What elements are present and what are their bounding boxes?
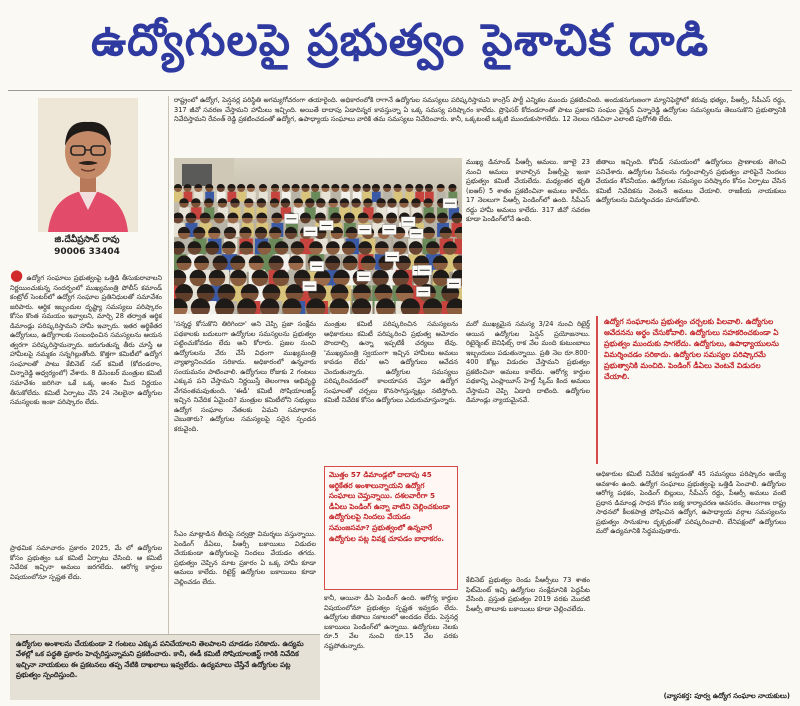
col5-paragraph-1: జీతాలు ఇచ్చింది. కోవిడ్ సమయంలో ఉద్యోగులు ప్రాణాలకు తెగించి పనిచేశారు. ఉద్యోగుల సేవలను గుర్తించాల్సిన ప్రభుత్వం వారిపైనే నిందలు వేయడం శోచనీయం. ఉద్యోగుల సమస్యల పరిష్కారం కోసం ఏర్పాటు చేసిన కమిటీ నివేదికను వెంటనే అమలు చేయాలి. రాజకీయ నాయకులు ఉద్యోగులను విమర్శించడం మానుకోవాలి. [596,158,786,205]
side-highlight-box [596,316,786,464]
column-2 [174,320,316,520]
headline: ఉద్యోగులపై ప్రభుత్వం పైశాచిక దాడి [90,15,710,66]
column-2-lower [174,530,316,630]
author-phone: 90006 33404 [54,247,120,257]
col1-paragraph-2: ప్రాథమిక సమాచారం ప్రకారం 2025, మే లో ఉద్యోగుల కోసం ప్రభుత్వం ఒక కమిటీ ఏర్పాటు చేసింది. ఆ కమిటీ నివేదిక ఇచ్చినా అమలు జరగలేదు. ఆరోగ్య కార్డుల విషయంలోనూ స్పష్టత లేదు. [10,544,162,581]
col5-paragraph-2: అధికారుల కమిటీ నివేదిక ఇవ్వడంతో 45 సమస్యలు పరిష్కారం అయ్యే అవకాశం ఉంది. ఉద్యోగ సంఘాలు ప్రభుత్వంపై ఒత్తిడి పెంచాలి. ఉద్యోగుల ఆరోగ్య పథకం, పెండింగ్ బిల్లులు, సీపీఎస్ రద్దు, పీఆర్సీ అమలు వంటి ప్రధాన డిమాండ్ల సాధన కోసం ఐక్య కార్యాచరణ అవసరం. తెలంగాణ రాష్ట్ర సాధనలో కీలకపాత్ర పోషించిన ఉద్యోగ, ఉపాధ్యాయ వర్గాల సమస్యలను ప్రభుత్వం సానుకూల దృక్పథంతో పరిష్కరించాలి. లేనిపక్షంలో ఉద్యోగులు మరో ఉద్యమానికి సిద్ధమవుతారు. [596,470,786,536]
quote-box [10,634,320,700]
author-signoff: (వ్యాసకర్త: పూర్వ ఉద్యోగ సంఘాల నాయకులు) [663,692,790,700]
col1-paragraph-1: ఉద్యోగ సంఘాలు ప్రభుత్వంపై ఒత్తిడి తీసుకురావాలని నిర్ణయించుకున్న సందర్భంలో ముఖ్యమంత్రి పోలీస్ కమాండ్ కంట్రోల్ సెంటర్‌లో ఉద్యోగ సంఘాల ప్రతినిధులతో సమావేశం జరిపారు. ఆర్థిక ఇబ్బందుల దృష్ట్యా సమస్యలు పరిష్కారం కోసం కొంత సమయం ఇవ్వాలని, మార్చి 28 తర్వాత ఆర్థిక డిమాండ్లు పరిష్కరిస్తామని హామీ ఇచ్చారు. ఇతర ఆర్థికేతర ఉద్యోగులు, ఉద్యోగాలకు సంబంధించిన సమస్యలను ఆయన త్వరగా పరిష్కరిస్తామన్నారు. జరుగుతున్న తీరు చూస్తే ఆ హామీలపై నమ్మకం సన్నగిల్లుతోంది. కొత్తగా కమిటీలో ఉద్యోగ సంఘాలతో పాటు కేబినెట్ సబ్ కమిటీ (కోదండరాం, చిన్నారెడ్డి ఆధ్వర్యంలో) వేశారు. 8 డిసెంబర్ మంత్రుల కమిటీ సమావేశం జరిగినా ఒకే ఒక్క అంశం మీద నిర్ణయం తీసుకోలేదు. కమిటీ ఏర్పాటు చేసి 24 నెలలైనా ఉద్యోగుల సమస్యలకు ఇంకా పరిష్కారం లేదు. [10,274,162,407]
column-4-mid [466,320,590,572]
callout-text: మొత్తం 57 డిమాండ్లలో దాదాపు 45 ఆర్థికేతర అంశాలున్నాయని ఉద్యోగ సంఘాలు చెప్తున్నాయి. దశలవారీగా 5 డీఏలు పెండింగ్ ఉన్నా వాటిని చెల్లించకుండా ఉద్యోగులపై నిందలు వేయడం సమంజసమా? ప్రభుత్వంలో ఉన్నవారే ఉద్యోగుల పట్ల వివక్ష చూపడం బాధాకరం. [329,470,450,543]
dropcap: ● [10,270,24,284]
column-divider [168,96,169,700]
quote-box-text: ఉద్యోగుల అంశాలను చేయకుండా 2 గంటలు ఎక్కువ పనిచేయాలని తెలపాలని చూడడం సరికాదు. ఉద్యమ వేళల్లో ఒక పద్ధతి ప్రకారం హెచ్చరిస్తున్నామని ప్రకటించారు. కానీ, ఈడీ కమిటీ సోషియాలజిస్ట్ గారికి నివేదిక ఇచ్చినా నాయకులు ఈ ప్రకటనలు తప్ప నేటికి దాఖలాలు ఇవ్వలేదు. ఉద్యమాలు చేస్తేనే ఉద్యోగుల పట్ల ప్రభుత్వం స్పందిస్తుంది. [16,640,304,680]
highlight-callout [324,466,458,590]
author-name: జి.దేవీప్రసాద్ రావు [54,235,120,245]
col4-paragraph-2: మరో ముఖ్యమైన సమస్య 3/24 నుంచి రిటైర్డ్ అయిన ఉద్యోగుల పెన్షన్ ప్రయోజనాలు. రిటైర్మెంట్ బెనిఫిట్స్ రాక వేల మంది కుటుంబాలు ఇబ్బందులు పడుతున్నాయి. ప్రతి నెల రూ.800-400 కోట్లు విడుదల చేస్తామని ప్రభుత్వం ప్రకటించినా అమలు కాలేదు. ఆరోగ్య కార్డుల పథకాన్ని ఎంప్లాయీస్ హెల్త్ స్కీమ్ కింద అమలు చేస్తామని చెప్పి ఏడాది దాటింది. ఉద్యోగుల డిమాండ్లు న్యాయమైనవే. [466,320,590,405]
column-1 [10,270,162,538]
col2-paragraph-1: 'సన్నద్ధ కోసుకొని తిరిగిందా' అని చెప్పి ప్రజా సంక్షేమ పథకాలకు బదులుగా ఉద్యోగుల సమస్యలను ప్రభుత్వం పట్టించుకోవడం లేదు అని కోరారు. ప్రజల నుంచి ఉద్యోగులను వేరు చేసే విధంగా ముఖ్యమంత్రి వ్యాఖ్యానించడం సరికాదు. అధికారంలో ఉన్నవారు సంయమనం పాటించాలి. ఉద్యోగులు రోజుకు 2 గంటలు ఎక్కువ పని చేస్తామని నిర్ణయిస్తే తెలంగాణ అభివృద్ధి వేగవంతమవుతుంది. 'ఈడీ' కమిటీ సోషియాలజిస్ట్ ఇచ్చిన నివేదిక ఏమైంది? మంత్రుల కమిటీలోని సభ్యులు ఉద్యోగ సంఘాల నేతలకు ఏమని సమాధానం చెబుతారు? ఉద్యోగుల సమస్యలపై సరైన స్పందన కరువైంది. [174,320,316,434]
side-box-text: ఉద్యోగ సంఘాలను ప్రభుత్వం చర్చలకు పిలవాలి. ఉద్యోగుల ఆవేదనను అర్థం చేసుకోవాలి. ఉద్యోగులు సహకరించకుండా ఏ ప్రభుత్వం ముందుకు సాగలేదు. ఉద్యోగులు, ఉపాధ్యాయులను విమర్శించడం సరికాదు. ఉద్యోగుల సమస్యల పరిష్కారమే ప్రభుత్వానికి మంచిది. పెండింగ్ డీఏలు వెంటనే విడుదల చేయాలి. [604,317,779,381]
column-5-lower [596,470,786,688]
author-photo [38,98,138,232]
column-5 [596,158,786,310]
col2-paragraph-2: సీఎం మాట్లాడిన తీరుపై సర్వత్రా విమర్శలు వస్తున్నాయి. పెండింగ్ డీఏలు, పీఆర్సీ బకాయిలు విడుదల చేయకుండా ఉద్యోగులపై నిందలు వేయడం తగదు. ప్రభుత్వం చెప్పిన మాట ప్రకారం ఏ ఒక్క హామీ కూడా అమలు కాలేదు. రిటైర్డ్ ఉద్యోగుల బకాయిలు కూడా చెల్లించడం లేదు. [174,530,316,586]
col3-paragraph-1: మంత్రుల కమిటీ పరిష్కరించిన సమస్యలను అధికారులు కమిటీ పరిష్కరించి ప్రభుత్వ ఆమోదం పొందాల్సి ఉన్నా ఇప్పటికీ చర్యలు లేవు. 'ముఖ్యమంత్రి స్వయంగా ఇచ్చిన హామీలు అమలు కావడం లేదు' అని ఉద్యోగులు ఆవేదన చెందుతున్నారు. ఉద్యోగుల సమస్యలు పరిష్కరించడంలో కాలయాపన చేస్తూ ఉద్యోగ సంఘాలతో చర్చలు కొనసాగిస్తున్నట్లు నటిస్తోంది. కమిటీ నివేదిక కోసం ఉద్యోగులు ఎదురుచూస్తున్నారు. [324,320,458,405]
column-3 [324,320,458,462]
col4-paragraph-3: కేబినెట్ ప్రభుత్వం రెండు పీఆర్సీలు 73 శాతం ఫిట్‌మెంట్ ఇచ్చి ఉద్యోగుల సంక్షేమానికి పెద్దపీట వేసింది. ప్రస్తుత ప్రభుత్వం 2019 వరకు మొదటి పీఆర్సీ తాలూకు బకాయిలు కూడా చెల్లించలేదు. [466,576,590,613]
col3-paragraph-2: కానీ, అయినా డీఏ పెండింగ్ ఉంది. ఆరోగ్య కార్డుల విషయంలోనూ ప్రభుత్వం స్పష్టత ఇవ్వడం లేదు. ఉద్యోగుల జీతాలు సకాలంలో అందడం లేదు. పెన్షనర్ల బకాయిలు పెండింగ్‌లో ఉన్నాయి. ఉద్యోగులు నెలకు రూ.5 వేల నుంచి రూ.15 వేల వరకు నష్టపోతున్నారు. [324,594,458,650]
column-4-lower [466,576,590,700]
col4-paragraph-1: ముఖ్య డిమాండ్ పీఆర్సీ అమలు. జూలై 23 నుంచి అమలు కావాల్సిన పీఆర్సీపై ఇంకా ప్రభుత్వం కమిటీ వేయలేదు. మధ్యంతర భృతి (ఐఆర్) 5 శాతం ప్రకటించినా అమలు కాలేదు. 17 నెలలుగా పీఆర్సీ పెండింగ్‌లో ఉంది. సీపీఎస్ రద్దు హామీ అమలు కాలేదు. 317 జీవో సవరణ కూడా పెండింగ్‌లోనే ఉంది. [466,158,590,224]
column-4 [466,158,590,316]
protest-photo [174,158,462,314]
column-1-lower [10,544,162,630]
intro-text: రాష్ట్రంలో ఉద్యోగ, పెన్షనర్ల పరిస్థితి అగమ్యగోచరంగా తయారైంది. అధికారంలోకి రాగానే ఉద్యోగుల సమస్యలు పరిష్కరిస్తామని కాంగ్రెస్ పార్టీ ఎన్నికల ముందు ప్రకటించింది. అందుకనుగుణంగా మ్యానిఫెస్టోలో కరువు భత్యం, పీఆర్సీ, సీపీఎస్ రద్దు, 317 జీవో సవరణ చేస్తామని హామీలు ఇచ్చింది. అయితే దాదాపు ఏడాదిన్నర కావస్తున్నా ఏ ఒక్క సమస్య పరిష్కారం కాలేదు. ప్రొఫెసర్ కోదండరాంతో పాటు ప్రజాకవి సంఘం చైర్మన్ చిన్నారెడ్డి ఉద్యోగుల సమస్యలను తెలుసుకొని ప్రభుత్వానికి నివేదిస్తామని రేవంత్ రెడ్డి ప్రకటించడంతో ఉద్యోగ, ఉపాధ్యాయ సంఘాలు వారికి తమ సమస్యలు నివేదించారు. కానీ, ఒక్కటంటే ఒక్కటి ముందుకుసాగలేదు. 12 నెలలు గడిచినా ఎలాంటి పురోగతి లేదు. [174,96,786,124]
column-3-lower [324,594,458,700]
headline-rule [8,90,792,91]
author-byline [14,234,160,258]
intro-paragraph [174,96,786,154]
